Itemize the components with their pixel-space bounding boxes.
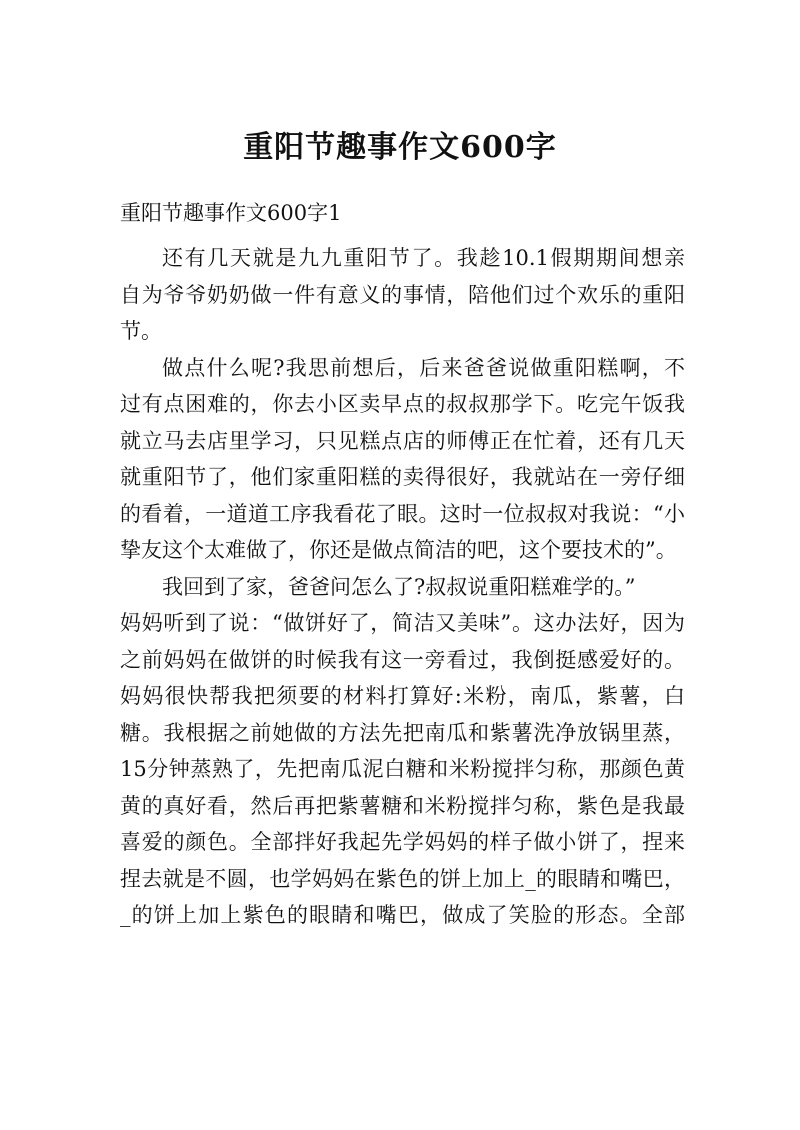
paragraph-line: 妈妈很快帮我把须要的材料打算好:米粉，南瓜，紫薯，白: [120, 684, 685, 708]
paragraph-line: 捏去就是不圆，也学妈妈在紫色的饼上加上_的眼睛和嘴巴，: [120, 866, 685, 891]
paragraph-line: 的看着，一道道工序我看花了眼。这时一位叔叔对我说：“小: [120, 501, 685, 526]
paragraph-line: 15分钟蒸熟了，先把南瓜泥白糖和米粉搅拌匀称，那颜色黄: [120, 757, 685, 781]
paragraph-line: 黄的真好看，然后再把紫薯糖和米粉搅拌匀称，紫色是我最: [120, 793, 685, 818]
paragraph-line: 妈妈听到了说：“做饼好了，简洁又美味”。这办法好，因为: [120, 611, 685, 635]
paragraph-line: 之前妈妈在做饼的时候我有这一旁看过，我倒挺感爱好的。: [120, 647, 685, 672]
paragraph-line: _的饼上加上紫色的眼睛和嘴巴，做成了笑脸的形态。全部: [120, 903, 685, 927]
paragraph-line: 自为爷爷奶奶做一件有意义的事情，陪他们过个欢乐的重阳: [120, 282, 685, 307]
body-text: [120, 240, 685, 934]
paragraph-line: 挚友这个太难做了，你还是做点简洁的吧，这个要技术的”。: [120, 538, 677, 562]
paragraph-line: 做点什么呢?我思前想后，后来爸爸说做重阳糕啊，不: [162, 355, 685, 380]
paragraph-line: 就重阳节了，他们家重阳糕的卖得很好，我就站在一旁仔细: [120, 465, 685, 489]
section-heading: 重阳节趣事作文600字1: [120, 201, 342, 225]
paragraph-line: 过有点困难的，你去小区卖早点的叔叔那学下。吃完午饭我: [120, 392, 685, 416]
paragraph-line: 还有几天就是九九重阳节了。我趁10.1假期期间想亲: [162, 246, 685, 270]
paragraph-line: 我回到了家，爸爸问怎么了?叔叔说重阳糕难学的。”: [162, 574, 636, 599]
paragraph-line: 喜爱的颜色。全部拌好我起先学妈妈的样子做小饼了，捏来: [120, 830, 685, 854]
document-title: 重阳节趣事作文600字: [243, 130, 557, 165]
paragraph-line: 节。: [120, 319, 162, 343]
paragraph-line: 就立马去店里学习，只见糕点店的师傅正在忙着，还有几天: [120, 428, 685, 453]
paragraph-line: 糖。我根据之前她做的方法先把南瓜和紫薯洗净放锅里蒸，: [120, 720, 685, 745]
